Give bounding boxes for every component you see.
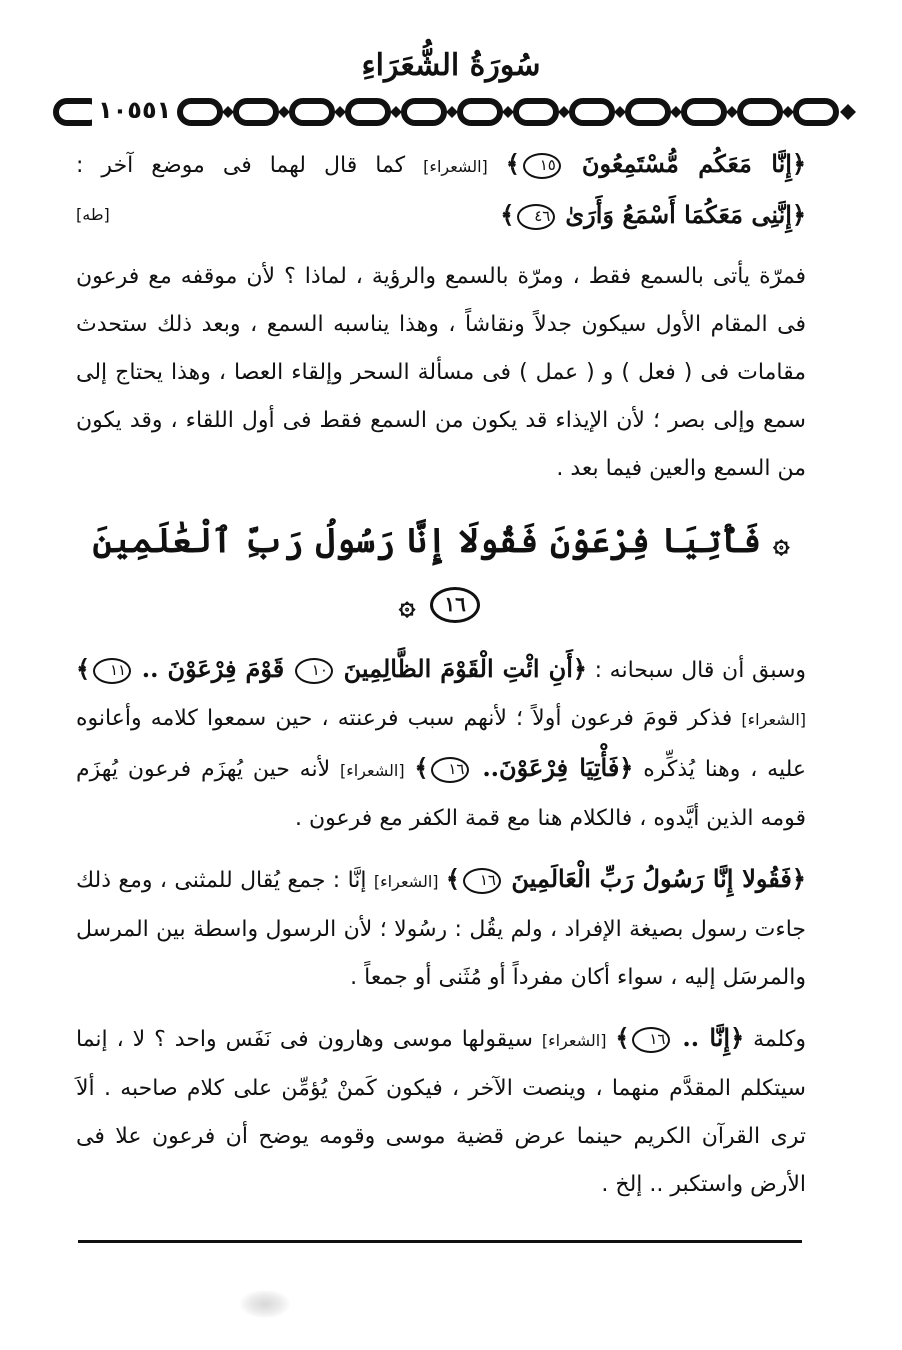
quran-quote: ﴿إِنَّنِى مَعَكُمَا أَسْمَعُ وَأَرَىٰ xyxy=(565,200,806,229)
quran-quote: ﴿إِنَّا .. xyxy=(682,1023,745,1052)
verse-number: ١٦ xyxy=(430,587,480,623)
scan-smudge xyxy=(240,1290,290,1318)
ornament-icon: ۞ xyxy=(773,526,790,559)
verse-banner xyxy=(76,511,806,635)
text: وسبق أن قال سبحانه : xyxy=(594,658,807,683)
surah-reference: [الشعراء] xyxy=(373,872,439,891)
verse-number: ١١ xyxy=(93,658,131,684)
verse-number: ١٦ xyxy=(632,1027,670,1053)
verse-number: ٤٦ xyxy=(517,204,555,230)
quote-close: ﴾ xyxy=(76,654,91,683)
paragraph-3 xyxy=(76,645,806,843)
verse-banner-text: فَأْتِيَا فِرْعَوْنَ فَقُولَا إِنَّا رَسُولُ رَبِّ ٱلْعَٰلَمِينَ xyxy=(92,521,762,561)
text: وكلمة xyxy=(753,1027,807,1052)
quote-close: ﴾ xyxy=(414,753,429,782)
surah-reference: [الشعراء] xyxy=(741,710,806,729)
quote-close: ﴾ xyxy=(445,864,460,893)
page-number: ١٠٥٥١ xyxy=(92,92,177,128)
surah-reference: [الشعراء] xyxy=(423,157,488,176)
text: إنَّا : جمع يُقال للمثنى ، ومع ذلك جاءت رسول بصيغة الإفراد ، ولم يقُل : رسُولا ؛ لأن الرسول واسطة بين المرسل والمرسَل إليه ، سواء أكان مفرداً أو مُثَنى أو جمعاً . xyxy=(76,868,806,990)
footer-divider xyxy=(78,1240,802,1243)
paragraph-5 xyxy=(76,1014,806,1209)
paragraph-2: فمرّة يأتى بالسمع فقط ، ومرّة بالسمع والرؤية ، لماذا ؟ لأن موقفه مع فرعون فى المقام الأول سيكون جدلاً ونقاشاً ، وهذا يناسبه السمع ، وبعد ذلك ستحدث مقامات فى ( فعل ) و ( عمل ) فى مسألة السحر وإلقاء العصا ، وهذا يحتاج إلى سمع وإلى بصر ؛ لأن الإيذاء قد يكون من السمع فقط فى أول اللقاء ، وقد يكون من السمع والعين فيما بعد . xyxy=(76,264,806,481)
quran-quote: ﴿فَقُولا إِنَّا رَسُولُ رَبِّ الْعَالَمِينَ xyxy=(511,864,806,893)
text: سيقولها موسى وهارون فى نَفَس واحد ؟ لا ، إنما سيتكلم المقدَّم منهما ، وينصت الآخر ، فيكون كَمنْ يُؤمِّن على كلام صاحبه . ألاَ ترى القرآن الكريم حينما عرض قضية موسى وقومه يوضح أن فرعون علا فى الأرض واستكبر .. إلخ . xyxy=(76,1027,806,1197)
ornament-icon: ۞ xyxy=(398,588,416,621)
verse-number: ١٠ xyxy=(295,658,333,684)
surah-reference: [الشعراء] xyxy=(339,761,405,780)
surah-reference: [طه] xyxy=(76,205,110,224)
text: فذكر قومَ فرعون أولاً ؛ لأنهم سبب فرعنته ، حين سمعوا كلامه وأعانوه عليه ، وهنا يُذكِّره xyxy=(76,706,807,782)
surah-reference: [الشعراء] xyxy=(541,1031,607,1050)
verse-number: ١٦ xyxy=(463,868,501,894)
surah-title: سُورَةُ الشُّعَرَاءِ xyxy=(361,48,541,83)
verse-number: ١٦ xyxy=(431,757,469,783)
paragraph-1 xyxy=(76,140,806,241)
quran-quote: ﴿إِنَّا مَعَكُم مُّسْتَمِعُونَ xyxy=(581,149,807,178)
quran-quote: ﴿أَنِ ائْتِ الْقَوْمَ الظَّالِمِينَ xyxy=(343,654,587,683)
text: كما قال لهما فى موضع آخر : xyxy=(76,153,406,178)
verse-number: ١٥ xyxy=(523,153,561,179)
text: لأنه حين يُهزَم فرعون يُهزَم قومه الذين أيَّدوه ، فالكلام هنا مع قمة الكفر مع فرعون . xyxy=(76,757,806,831)
quran-quote: قَوْمَ فِرْعَوْنَ .. xyxy=(141,654,285,683)
quote-close: ﴾ xyxy=(615,1023,630,1052)
paragraph-4 xyxy=(76,855,806,1002)
quran-quote: ﴿فَأْتِيَا فِرْعَوْنَ.. xyxy=(482,753,634,782)
quote-close: ﴾ xyxy=(500,200,515,229)
quote-close: ﴾ xyxy=(505,149,520,178)
body-text xyxy=(76,140,806,1209)
